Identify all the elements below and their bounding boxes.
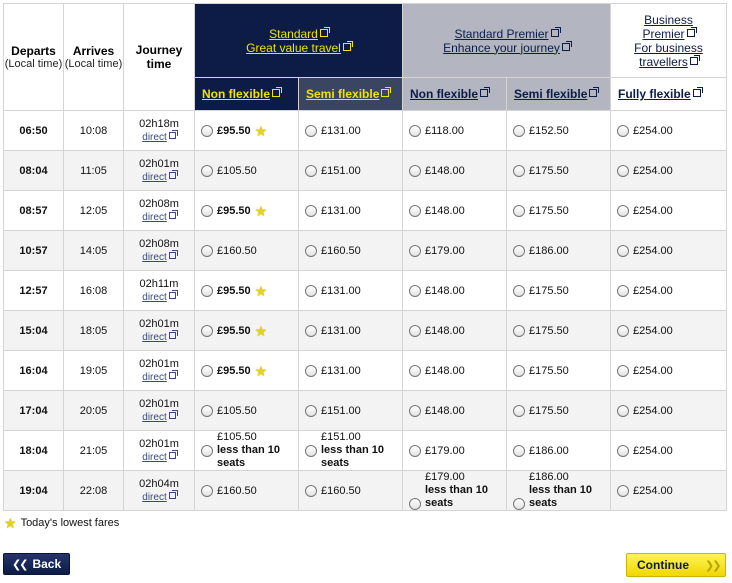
arrival-time: 10:08 (64, 111, 124, 151)
journey-duration: 02h08m (139, 197, 179, 210)
fare-option[interactable] (611, 111, 727, 151)
fare-option[interactable] (195, 311, 299, 351)
fare-price: £151.00 (321, 404, 361, 417)
fare-radio[interactable] (617, 405, 629, 417)
standard-premier-link[interactable]: Standard Premier (454, 27, 558, 41)
journey-time-cell (124, 471, 195, 511)
journey-time-cell (124, 351, 195, 391)
fare-price: £95.50 (217, 324, 251, 337)
arrival-time: 21:05 (64, 431, 124, 471)
fare-option[interactable] (195, 471, 299, 511)
fare-option[interactable] (507, 151, 611, 191)
fare-price: £175.50 (529, 164, 569, 177)
fare-option[interactable] (403, 391, 507, 431)
journey-duration: 02h11m (139, 277, 179, 290)
arrival-time: 22:08 (64, 471, 124, 511)
journey-duration: 02h18m (139, 117, 179, 130)
popup-icon (169, 372, 176, 379)
direct-link[interactable]: direct (142, 451, 167, 463)
fare-option[interactable] (611, 351, 727, 391)
fare-option[interactable] (611, 231, 727, 271)
fare-price: £105.50 (217, 431, 257, 443)
fare-radio[interactable] (617, 485, 629, 497)
fare-price: £179.00 (425, 471, 465, 483)
fare-price: £118.00 (425, 124, 464, 137)
fare-price: £175.50 (529, 324, 569, 337)
fare-radio[interactable] (617, 325, 629, 337)
fare-price: £131.00 (321, 124, 361, 137)
journey-time-cell (124, 231, 195, 271)
popup-icon (169, 132, 176, 139)
departure-time: 12:57 (4, 271, 64, 311)
fare-radio[interactable] (513, 405, 525, 417)
popup-icon (343, 43, 351, 51)
fare-price: £254.00 (633, 244, 673, 257)
fare-option[interactable] (403, 111, 507, 151)
popup-icon (589, 89, 597, 97)
fare-price: £254.00 (633, 324, 673, 337)
fare-radio[interactable] (409, 285, 421, 297)
fare-price: £160.50 (321, 484, 361, 497)
fare-option[interactable] (299, 471, 403, 511)
arrival-time: 18:05 (64, 311, 124, 351)
arrival-time: 16:08 (64, 271, 124, 311)
fare-radio[interactable] (201, 165, 213, 177)
direct-link[interactable]: direct (142, 131, 167, 143)
arrives-header-label: Arrives (72, 43, 115, 58)
direct-link[interactable]: direct (142, 171, 167, 183)
journey-time-cell (124, 391, 195, 431)
fare-radio[interactable] (201, 365, 213, 377)
fare-option[interactable] (611, 271, 727, 311)
fare-price: £179.00 (425, 244, 465, 257)
fare-price: £175.50 (529, 204, 569, 217)
fare-radio[interactable] (305, 245, 317, 257)
fare-option[interactable] (195, 151, 299, 191)
fare-option[interactable] (403, 271, 507, 311)
fare-price: £254.00 (633, 404, 673, 417)
popup-icon (169, 172, 176, 179)
fare-radio[interactable] (409, 498, 421, 510)
popup-icon (687, 29, 695, 37)
fare-radio[interactable] (409, 165, 421, 177)
fare-type-premier-semi-flexible[interactable]: Semi flexible (507, 78, 611, 111)
fare-radio[interactable] (305, 445, 317, 457)
journey-time-cell (124, 191, 195, 231)
fare-radio[interactable] (305, 405, 317, 417)
fare-radio[interactable] (513, 365, 525, 377)
star-icon: ★ (254, 322, 268, 339)
fare-radio[interactable] (513, 205, 525, 217)
fare-price: £160.50 (217, 484, 257, 497)
fare-option[interactable] (195, 271, 299, 311)
fare-option[interactable] (507, 431, 611, 471)
fare-radio[interactable] (617, 165, 629, 177)
fare-option[interactable] (611, 311, 727, 351)
fare-radio[interactable] (617, 445, 629, 457)
fare-price: £95.50 (217, 204, 251, 217)
fare-price: £254.00 (633, 284, 673, 297)
fare-radio[interactable] (409, 325, 421, 337)
seats-warning: less than 10 seats (529, 484, 592, 509)
fare-price: £175.50 (529, 364, 569, 377)
enhance-journey-link[interactable]: Enhance your journey (443, 41, 570, 55)
fare-type-business-fully-flexible[interactable]: Fully flexible (611, 78, 727, 111)
fare-radio[interactable] (305, 165, 317, 177)
fare-option[interactable] (403, 351, 507, 391)
table-row (4, 191, 727, 231)
seats-warning: less than 10 seats (321, 444, 384, 469)
class-premier-header (403, 4, 611, 78)
journey-time-header (124, 4, 195, 111)
fare-type-standard-non-flexible[interactable]: Non flexible (195, 78, 299, 111)
fare-price: £131.00 (321, 204, 361, 217)
fare-radio[interactable] (305, 365, 317, 377)
fare-option[interactable] (299, 271, 403, 311)
fare-price: £179.00 (425, 444, 465, 457)
journey-duration: 02h01m (139, 357, 179, 370)
departs-local-time: (Local time) (4, 57, 63, 70)
fare-option[interactable] (611, 431, 727, 471)
arrival-time: 20:05 (64, 391, 124, 431)
fare-price: £254.00 (633, 444, 673, 457)
fare-option[interactable] (299, 231, 403, 271)
fare-price: £254.00 (633, 484, 673, 497)
fare-option[interactable] (195, 191, 299, 231)
direct-link[interactable]: direct (142, 211, 167, 223)
fare-radio[interactable] (617, 125, 629, 137)
fare-radio[interactable] (201, 405, 213, 417)
legend-label: Today's lowest fares (20, 517, 120, 529)
departure-time: 18:04 (4, 431, 64, 471)
popup-icon (480, 89, 488, 97)
departure-time: 16:04 (4, 351, 64, 391)
table-row (4, 431, 727, 471)
fare-radio[interactable] (617, 245, 629, 257)
fare-price: £254.00 (633, 364, 673, 377)
fare-price: £148.00 (425, 324, 465, 337)
journey-time-cell (124, 311, 195, 351)
table-row (4, 111, 727, 151)
fare-radio[interactable] (305, 485, 317, 497)
arrives-local-time: (Local time) (64, 57, 123, 70)
standard-link[interactable]: Standard (269, 27, 328, 41)
fare-price: £160.50 (217, 244, 257, 257)
double-chevron-left-icon: ❮❮ (12, 558, 27, 571)
journey-duration: 02h08m (139, 237, 179, 250)
departure-time: 08:04 (4, 151, 64, 191)
fare-radio[interactable] (409, 125, 421, 137)
fare-option[interactable] (299, 351, 403, 391)
table-row (4, 231, 727, 271)
fare-price: £95.50 (217, 284, 251, 297)
fare-option[interactable] (299, 311, 403, 351)
popup-icon (562, 43, 570, 51)
direct-link[interactable]: direct (142, 371, 167, 383)
fare-radio[interactable] (201, 445, 213, 457)
seats-warning: less than 10 seats (217, 444, 280, 469)
fare-radio[interactable] (513, 125, 525, 137)
fare-option[interactable] (507, 231, 611, 271)
fare-price: £148.00 (425, 204, 465, 217)
class-standard-header (195, 4, 403, 78)
fare-radio[interactable] (305, 325, 317, 337)
popup-icon (551, 29, 559, 37)
star-icon: ★ (4, 515, 17, 531)
popup-icon (693, 89, 701, 97)
popup-icon (690, 57, 698, 65)
fare-option[interactable] (299, 191, 403, 231)
direct-link[interactable]: direct (142, 491, 167, 503)
fare-radio[interactable] (513, 445, 525, 457)
fare-price: £131.00 (321, 364, 361, 377)
back-button-label: Back (32, 557, 62, 571)
fare-price: £186.00 (529, 244, 569, 257)
fare-option[interactable] (611, 191, 727, 231)
fare-type-standard-semi-flexible[interactable]: Semi flexible (299, 78, 403, 111)
popup-icon (169, 332, 176, 339)
fare-radio[interactable] (201, 205, 213, 217)
double-chevron-right-icon: ❯❯ (705, 559, 720, 572)
popup-icon (169, 492, 176, 499)
fare-option[interactable] (403, 311, 507, 351)
fare-radio[interactable] (201, 485, 213, 497)
star-icon: ★ (254, 122, 268, 139)
fare-radio[interactable] (305, 125, 317, 137)
journey-time-header-label: Journey time (135, 43, 183, 71)
popup-icon (169, 212, 176, 219)
journey-duration: 02h04m (139, 477, 179, 490)
fare-radio[interactable] (305, 205, 317, 217)
departure-time: 08:57 (4, 191, 64, 231)
fare-price: £175.50 (529, 284, 569, 297)
fare-radio[interactable] (617, 285, 629, 297)
fare-option[interactable] (507, 391, 611, 431)
fare-option[interactable] (299, 111, 403, 151)
seats-warning: less than 10 seats (425, 484, 488, 509)
fare-price: £151.00 (321, 164, 361, 177)
fare-radio[interactable] (409, 405, 421, 417)
legend (4, 517, 119, 529)
fare-price: £105.50 (217, 404, 257, 417)
fare-price: £254.00 (633, 204, 673, 217)
fare-option[interactable] (299, 151, 403, 191)
fare-price: £186.00 (529, 471, 569, 483)
continue-button-label: Continue (637, 558, 689, 572)
star-icon: ★ (254, 362, 268, 379)
popup-icon (381, 89, 389, 97)
fare-price: £105.50 (217, 164, 257, 177)
fare-option[interactable] (611, 471, 727, 511)
fare-radio[interactable] (513, 498, 525, 510)
fare-option[interactable] (507, 311, 611, 351)
fare-radio[interactable] (513, 245, 525, 257)
back-button[interactable] (3, 553, 70, 575)
fare-price: £175.50 (529, 404, 569, 417)
table-row (4, 391, 727, 431)
departure-time: 19:04 (4, 471, 64, 511)
fare-option[interactable] (299, 431, 403, 471)
fare-option[interactable] (507, 271, 611, 311)
journey-time-cell (124, 431, 195, 471)
journey-time-cell (124, 151, 195, 191)
fare-radio[interactable] (617, 365, 629, 377)
fare-price: £131.00 (321, 324, 361, 337)
fare-price: £95.50 (217, 364, 251, 377)
fare-option[interactable] (195, 231, 299, 271)
popup-icon (320, 29, 328, 37)
fare-option[interactable] (195, 431, 299, 471)
fare-price: £160.50 (321, 244, 361, 257)
popup-icon (169, 452, 176, 459)
fare-price: £186.00 (529, 444, 569, 457)
fare-radio[interactable] (201, 325, 213, 337)
fare-option[interactable] (403, 231, 507, 271)
table-row (4, 311, 727, 351)
star-icon: ★ (254, 282, 268, 299)
departure-time: 10:57 (4, 231, 64, 271)
fare-radio[interactable] (513, 325, 525, 337)
fare-option[interactable] (611, 151, 727, 191)
arrival-time: 11:05 (64, 151, 124, 191)
popup-icon (169, 252, 176, 259)
fare-price: £148.00 (425, 404, 465, 417)
fare-radio[interactable] (617, 205, 629, 217)
fare-price: £148.00 (425, 284, 465, 297)
table-row (4, 351, 727, 391)
business-premier-link[interactable]: Business Premier For business travellers (634, 12, 703, 69)
fare-price: £254.00 (633, 124, 673, 137)
fare-price: £151.00 (321, 431, 361, 443)
class-business-header (611, 4, 727, 78)
fare-type-premier-non-flexible[interactable]: Non flexible (403, 78, 507, 111)
fare-option[interactable] (507, 191, 611, 231)
fare-price: £254.00 (633, 164, 673, 177)
fare-option[interactable] (195, 391, 299, 431)
fare-price: £148.00 (425, 164, 465, 177)
popup-icon (272, 89, 280, 97)
arrival-time: 19:05 (64, 351, 124, 391)
direct-link[interactable]: direct (142, 331, 167, 343)
fare-option[interactable] (507, 111, 611, 151)
journey-duration: 02h01m (139, 397, 179, 410)
fare-radio[interactable] (513, 165, 525, 177)
arrives-header (64, 4, 124, 111)
journey-time-cell (124, 271, 195, 311)
journey-time-cell (124, 111, 195, 151)
fare-price: £152.50 (529, 124, 569, 137)
fare-option[interactable] (403, 471, 507, 511)
fare-radio[interactable] (409, 245, 421, 257)
table-row (4, 471, 727, 511)
arrival-time: 12:05 (64, 191, 124, 231)
departure-time: 17:04 (4, 391, 64, 431)
journey-duration: 02h01m (139, 157, 179, 170)
table-row (4, 271, 727, 311)
direct-link[interactable]: direct (142, 291, 167, 303)
fare-price: £131.00 (321, 284, 361, 297)
fare-option[interactable] (403, 151, 507, 191)
fare-radio[interactable] (201, 285, 213, 297)
departure-time: 15:04 (4, 311, 64, 351)
fare-option[interactable] (507, 351, 611, 391)
fare-price: £95.50 (217, 124, 251, 137)
fare-radio[interactable] (409, 205, 421, 217)
fare-radio[interactable] (513, 285, 525, 297)
continue-button[interactable] (626, 553, 726, 577)
fare-option[interactable] (195, 111, 299, 151)
popup-icon (169, 412, 176, 419)
fare-price: £148.00 (425, 364, 465, 377)
fare-option[interactable] (403, 431, 507, 471)
fare-radio[interactable] (409, 365, 421, 377)
direct-link[interactable]: direct (142, 411, 167, 423)
arrival-time: 14:05 (64, 231, 124, 271)
fare-radio[interactable] (201, 245, 213, 257)
table-row (4, 151, 727, 191)
fare-table (3, 3, 727, 511)
fare-radio[interactable] (201, 125, 213, 137)
fare-option[interactable] (507, 471, 611, 511)
fare-option[interactable] (403, 191, 507, 231)
fare-option[interactable] (611, 391, 727, 431)
departs-header (4, 4, 64, 111)
direct-link[interactable]: direct (142, 251, 167, 263)
departure-time: 06:50 (4, 111, 64, 151)
journey-duration: 02h01m (139, 317, 179, 330)
fare-radio[interactable] (409, 445, 421, 457)
departs-header-label: Departs (11, 43, 56, 58)
fare-radio[interactable] (305, 285, 317, 297)
fare-option[interactable] (195, 351, 299, 391)
great-value-link[interactable]: Great value travel (246, 41, 351, 55)
popup-icon (169, 292, 176, 299)
star-icon: ★ (254, 202, 268, 219)
fare-option[interactable] (299, 391, 403, 431)
journey-duration: 02h01m (139, 437, 179, 450)
